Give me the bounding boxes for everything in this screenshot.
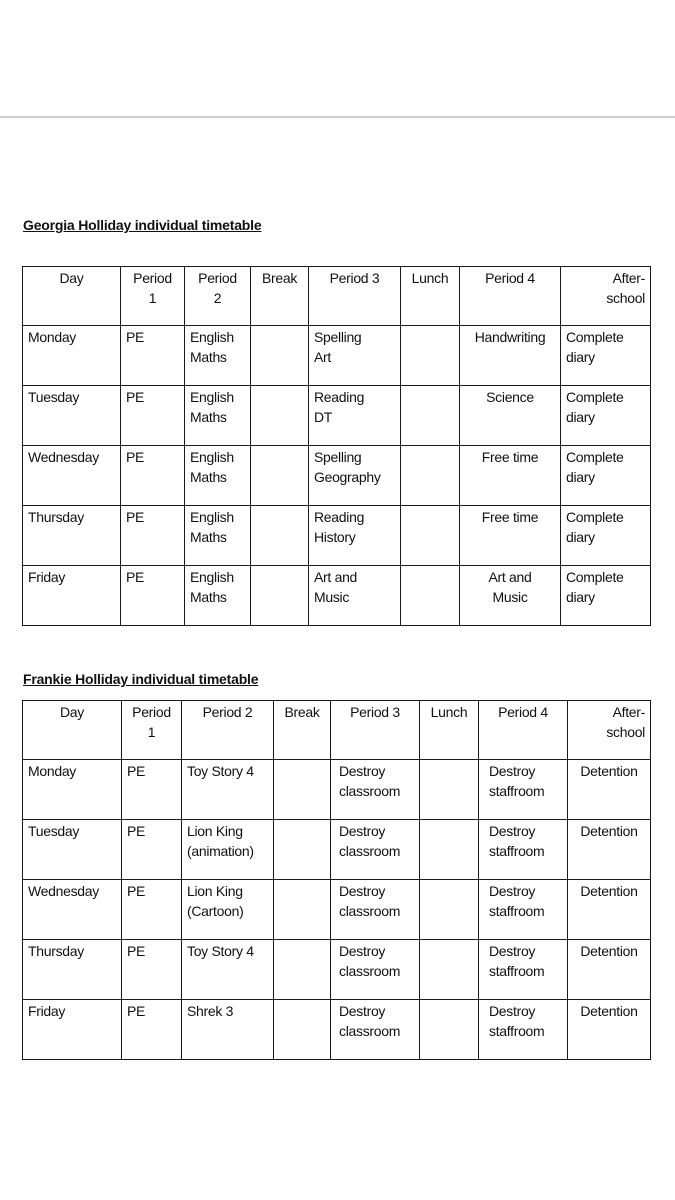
table-cell bbox=[182, 880, 274, 940]
table-cell bbox=[185, 326, 251, 386]
table-cell bbox=[479, 1000, 568, 1060]
column-header bbox=[568, 701, 651, 760]
table-cell-line: Destroy bbox=[339, 823, 386, 839]
frankie-timetable bbox=[22, 700, 651, 1060]
table-cell-line: Reading bbox=[314, 389, 365, 405]
frankie-timetable-title: Frankie Holliday individual timetable bbox=[23, 671, 259, 687]
table-cell-line: classroom bbox=[339, 963, 401, 979]
column-header-line: 1 bbox=[147, 724, 156, 740]
table-cell-line: Complete bbox=[566, 509, 624, 525]
georgia-timetable-title: Georgia Holliday individual timetable bbox=[23, 217, 262, 233]
table-cell-line: Geography bbox=[314, 469, 381, 485]
table-cell bbox=[331, 820, 420, 880]
table-cell-line: PE bbox=[126, 449, 145, 465]
day-cell: Wednesday bbox=[23, 880, 122, 940]
table-row bbox=[23, 820, 651, 880]
table-cell-line: Detention bbox=[580, 823, 638, 839]
table-cell bbox=[401, 506, 460, 566]
column-header bbox=[401, 267, 460, 326]
table-cell-line: diary bbox=[566, 409, 595, 425]
table-cell-line: Art bbox=[314, 349, 331, 365]
column-header-line: Period 2 bbox=[202, 704, 253, 720]
table-cell-line: PE bbox=[127, 943, 146, 959]
header-row bbox=[23, 267, 651, 326]
table-cell-line: Spelling bbox=[314, 449, 362, 465]
column-header bbox=[185, 267, 251, 326]
table-cell bbox=[561, 386, 651, 446]
table-cell-line: DT bbox=[314, 409, 333, 425]
table-cell-line: Maths bbox=[190, 529, 227, 545]
column-header-line: Break bbox=[261, 270, 298, 286]
column-header-line: 1 bbox=[148, 290, 157, 306]
table-cell-line: Complete bbox=[566, 389, 624, 405]
column-header-line: school bbox=[606, 290, 645, 306]
table-cell bbox=[122, 1000, 182, 1060]
table-cell bbox=[122, 880, 182, 940]
table-cell bbox=[401, 386, 460, 446]
day-cell: Monday bbox=[23, 760, 122, 820]
column-header-line: Period 4 bbox=[485, 270, 535, 286]
table-cell bbox=[251, 566, 309, 626]
column-header-line: Day bbox=[59, 270, 84, 286]
table-row bbox=[23, 446, 651, 506]
column-header bbox=[479, 701, 568, 760]
table-cell bbox=[121, 446, 185, 506]
table-cell-line: English bbox=[190, 449, 234, 465]
table-row bbox=[23, 760, 651, 820]
table-cell bbox=[182, 1000, 274, 1060]
column-header bbox=[251, 267, 309, 326]
table-cell bbox=[121, 326, 185, 386]
table-cell-line: Detention bbox=[580, 763, 638, 779]
table-cell-line: staffroom bbox=[489, 843, 545, 859]
table-cell bbox=[122, 940, 182, 1000]
table-cell bbox=[121, 566, 185, 626]
table-cell-line: PE bbox=[126, 389, 145, 405]
table-cell bbox=[561, 326, 651, 386]
table-cell-line: Music bbox=[314, 589, 350, 605]
table-cell bbox=[274, 760, 331, 820]
table-cell bbox=[121, 386, 185, 446]
column-header-line: Period bbox=[132, 704, 171, 720]
table-cell-line: Maths bbox=[190, 349, 227, 365]
table-cell bbox=[401, 446, 460, 506]
table-cell-line: Lion King bbox=[187, 823, 243, 839]
table-cell-line: PE bbox=[126, 569, 145, 585]
table-cell-line: English bbox=[190, 329, 234, 345]
table-cell bbox=[420, 760, 479, 820]
table-cell bbox=[568, 820, 651, 880]
column-header-line: Period bbox=[198, 270, 237, 286]
table-cell-line: English bbox=[190, 389, 234, 405]
table-cell bbox=[420, 820, 479, 880]
table-cell-line: Destroy bbox=[489, 883, 536, 899]
table-cell bbox=[568, 880, 651, 940]
day-cell: Friday bbox=[23, 566, 121, 626]
table-cell bbox=[561, 446, 651, 506]
table-cell bbox=[251, 326, 309, 386]
table-cell-line: staffroom bbox=[489, 783, 545, 799]
table-cell-line: Destroy bbox=[339, 1003, 386, 1019]
table-row bbox=[23, 940, 651, 1000]
table-cell bbox=[460, 446, 561, 506]
table-cell-line: Toy Story 4 bbox=[187, 943, 254, 959]
day-cell: Monday bbox=[23, 326, 121, 386]
table-cell bbox=[331, 1000, 420, 1060]
table-cell bbox=[561, 566, 651, 626]
day-cell: Friday bbox=[23, 1000, 122, 1060]
table-cell bbox=[479, 760, 568, 820]
table-row bbox=[23, 386, 651, 446]
table-cell-line: classroom bbox=[339, 1023, 401, 1039]
day-cell: Thursday bbox=[23, 506, 121, 566]
day-cell: Thursday bbox=[23, 940, 122, 1000]
table-row bbox=[23, 880, 651, 940]
table-cell bbox=[182, 820, 274, 880]
table-cell bbox=[479, 820, 568, 880]
column-header bbox=[23, 267, 121, 326]
table-cell-line: PE bbox=[127, 823, 146, 839]
table-cell-line: History bbox=[314, 529, 356, 545]
column-header-line: school bbox=[606, 724, 645, 740]
column-header-line: After- bbox=[612, 270, 645, 286]
table-cell-line: Spelling bbox=[314, 329, 362, 345]
table-cell-line: (Cartoon) bbox=[187, 903, 244, 919]
table-cell bbox=[420, 880, 479, 940]
table-cell-line: Destroy bbox=[339, 763, 386, 779]
table-cell bbox=[568, 940, 651, 1000]
table-row bbox=[23, 326, 651, 386]
table-cell-line: diary bbox=[566, 469, 595, 485]
column-header bbox=[420, 701, 479, 760]
table-cell-line: Free time bbox=[481, 509, 539, 525]
georgia-timetable bbox=[22, 266, 651, 626]
table-cell bbox=[309, 506, 401, 566]
column-header-line: Period 3 bbox=[350, 704, 400, 720]
table-cell-line: classroom bbox=[339, 783, 401, 799]
column-header bbox=[121, 267, 185, 326]
table-cell bbox=[331, 940, 420, 1000]
table-cell-line: Destroy bbox=[489, 823, 536, 839]
table-cell bbox=[274, 1000, 331, 1060]
table-cell bbox=[420, 1000, 479, 1060]
table-cell bbox=[331, 760, 420, 820]
column-header bbox=[23, 701, 122, 760]
column-header bbox=[122, 701, 182, 760]
table-cell-line: Detention bbox=[580, 943, 638, 959]
table-cell bbox=[182, 940, 274, 1000]
day-cell: Tuesday bbox=[23, 820, 122, 880]
table-cell-line: classroom bbox=[339, 903, 401, 919]
table-cell bbox=[185, 566, 251, 626]
table-cell-line: Lion King bbox=[187, 883, 243, 899]
column-header-line: Day bbox=[60, 704, 84, 720]
table-cell bbox=[460, 506, 561, 566]
table-cell-line: staffroom bbox=[489, 963, 545, 979]
table-cell-line: Shrek 3 bbox=[187, 1003, 234, 1019]
table-cell-line: staffroom bbox=[489, 903, 545, 919]
table-cell-line: Destroy bbox=[489, 1003, 536, 1019]
table-cell-line: Reading bbox=[314, 509, 365, 525]
table-row bbox=[23, 506, 651, 566]
table-cell-line: Complete bbox=[566, 569, 624, 585]
column-header bbox=[460, 267, 561, 326]
column-header-line: Period bbox=[133, 270, 172, 286]
table-cell bbox=[420, 940, 479, 1000]
table-cell bbox=[274, 880, 331, 940]
table-row bbox=[23, 1000, 651, 1060]
table-cell-line: classroom bbox=[339, 843, 401, 859]
table-cell-line: Toy Story 4 bbox=[187, 763, 254, 779]
table-cell bbox=[274, 940, 331, 1000]
table-cell bbox=[561, 506, 651, 566]
table-cell-line: Maths bbox=[190, 589, 227, 605]
table-cell-line: Detention bbox=[580, 1003, 638, 1019]
table-cell bbox=[309, 386, 401, 446]
table-cell-line: Destroy bbox=[339, 883, 386, 899]
table-cell-line: diary bbox=[566, 529, 595, 545]
table-cell bbox=[568, 1000, 651, 1060]
table-cell bbox=[251, 506, 309, 566]
column-header bbox=[561, 267, 651, 326]
table-cell-line: Handwriting bbox=[474, 329, 546, 345]
table-cell bbox=[460, 326, 561, 386]
table-cell bbox=[251, 386, 309, 446]
table-cell bbox=[479, 880, 568, 940]
table-cell-line: Complete bbox=[566, 329, 624, 345]
table-cell bbox=[460, 386, 561, 446]
table-cell bbox=[185, 506, 251, 566]
top-divider bbox=[0, 116, 675, 118]
table-cell bbox=[185, 386, 251, 446]
table-cell bbox=[274, 820, 331, 880]
table-cell bbox=[122, 820, 182, 880]
table-cell bbox=[401, 326, 460, 386]
table-cell-line: Free time bbox=[481, 449, 539, 465]
table-cell-line: PE bbox=[126, 329, 145, 345]
table-cell bbox=[331, 880, 420, 940]
day-cell: Tuesday bbox=[23, 386, 121, 446]
column-header-line: After- bbox=[612, 704, 645, 720]
table-cell-line: Science bbox=[486, 389, 534, 405]
column-header-line: Break bbox=[284, 704, 320, 720]
table-cell bbox=[309, 446, 401, 506]
column-header-line: Period 4 bbox=[498, 704, 548, 720]
column-header-line: 2 bbox=[213, 290, 222, 306]
column-header-line: Period 3 bbox=[329, 270, 380, 286]
table-cell-line: Music bbox=[492, 589, 528, 605]
table-cell bbox=[309, 566, 401, 626]
column-header bbox=[309, 267, 401, 326]
table-cell bbox=[251, 446, 309, 506]
table-cell-line: Detention bbox=[580, 883, 638, 899]
table-cell-line: PE bbox=[127, 1003, 146, 1019]
table-cell-line: Destroy bbox=[489, 763, 536, 779]
table-cell-line: PE bbox=[127, 883, 146, 899]
table-cell-line: PE bbox=[126, 509, 145, 525]
header-row bbox=[23, 701, 651, 760]
table-cell-line: Art and bbox=[314, 569, 358, 585]
table-cell bbox=[460, 566, 561, 626]
table-cell-line: English bbox=[190, 569, 234, 585]
table-cell bbox=[121, 506, 185, 566]
column-header bbox=[331, 701, 420, 760]
table-cell-line: PE bbox=[127, 763, 146, 779]
table-cell-line: (animation) bbox=[187, 843, 254, 859]
column-header-line: Lunch bbox=[411, 270, 449, 286]
table-cell-line: Maths bbox=[190, 409, 227, 425]
table-cell-line: Complete bbox=[566, 449, 624, 465]
table-cell-line: staffroom bbox=[489, 1023, 545, 1039]
table-cell-line: English bbox=[190, 509, 234, 525]
table-cell bbox=[182, 760, 274, 820]
table-cell bbox=[568, 760, 651, 820]
table-cell bbox=[479, 940, 568, 1000]
table-cell-line: Destroy bbox=[489, 943, 536, 959]
column-header-line: Lunch bbox=[430, 704, 468, 720]
table-row bbox=[23, 566, 651, 626]
table-cell bbox=[185, 446, 251, 506]
day-cell: Wednesday bbox=[23, 446, 121, 506]
table-cell bbox=[401, 566, 460, 626]
table-cell-line: Destroy bbox=[339, 943, 386, 959]
table-cell-line: Art and bbox=[488, 569, 532, 585]
column-header bbox=[274, 701, 331, 760]
column-header bbox=[182, 701, 274, 760]
table-cell-line: Maths bbox=[190, 469, 227, 485]
table-cell bbox=[309, 326, 401, 386]
table-cell-line: diary bbox=[566, 589, 595, 605]
table-cell bbox=[122, 760, 182, 820]
table-cell-line: diary bbox=[566, 349, 595, 365]
